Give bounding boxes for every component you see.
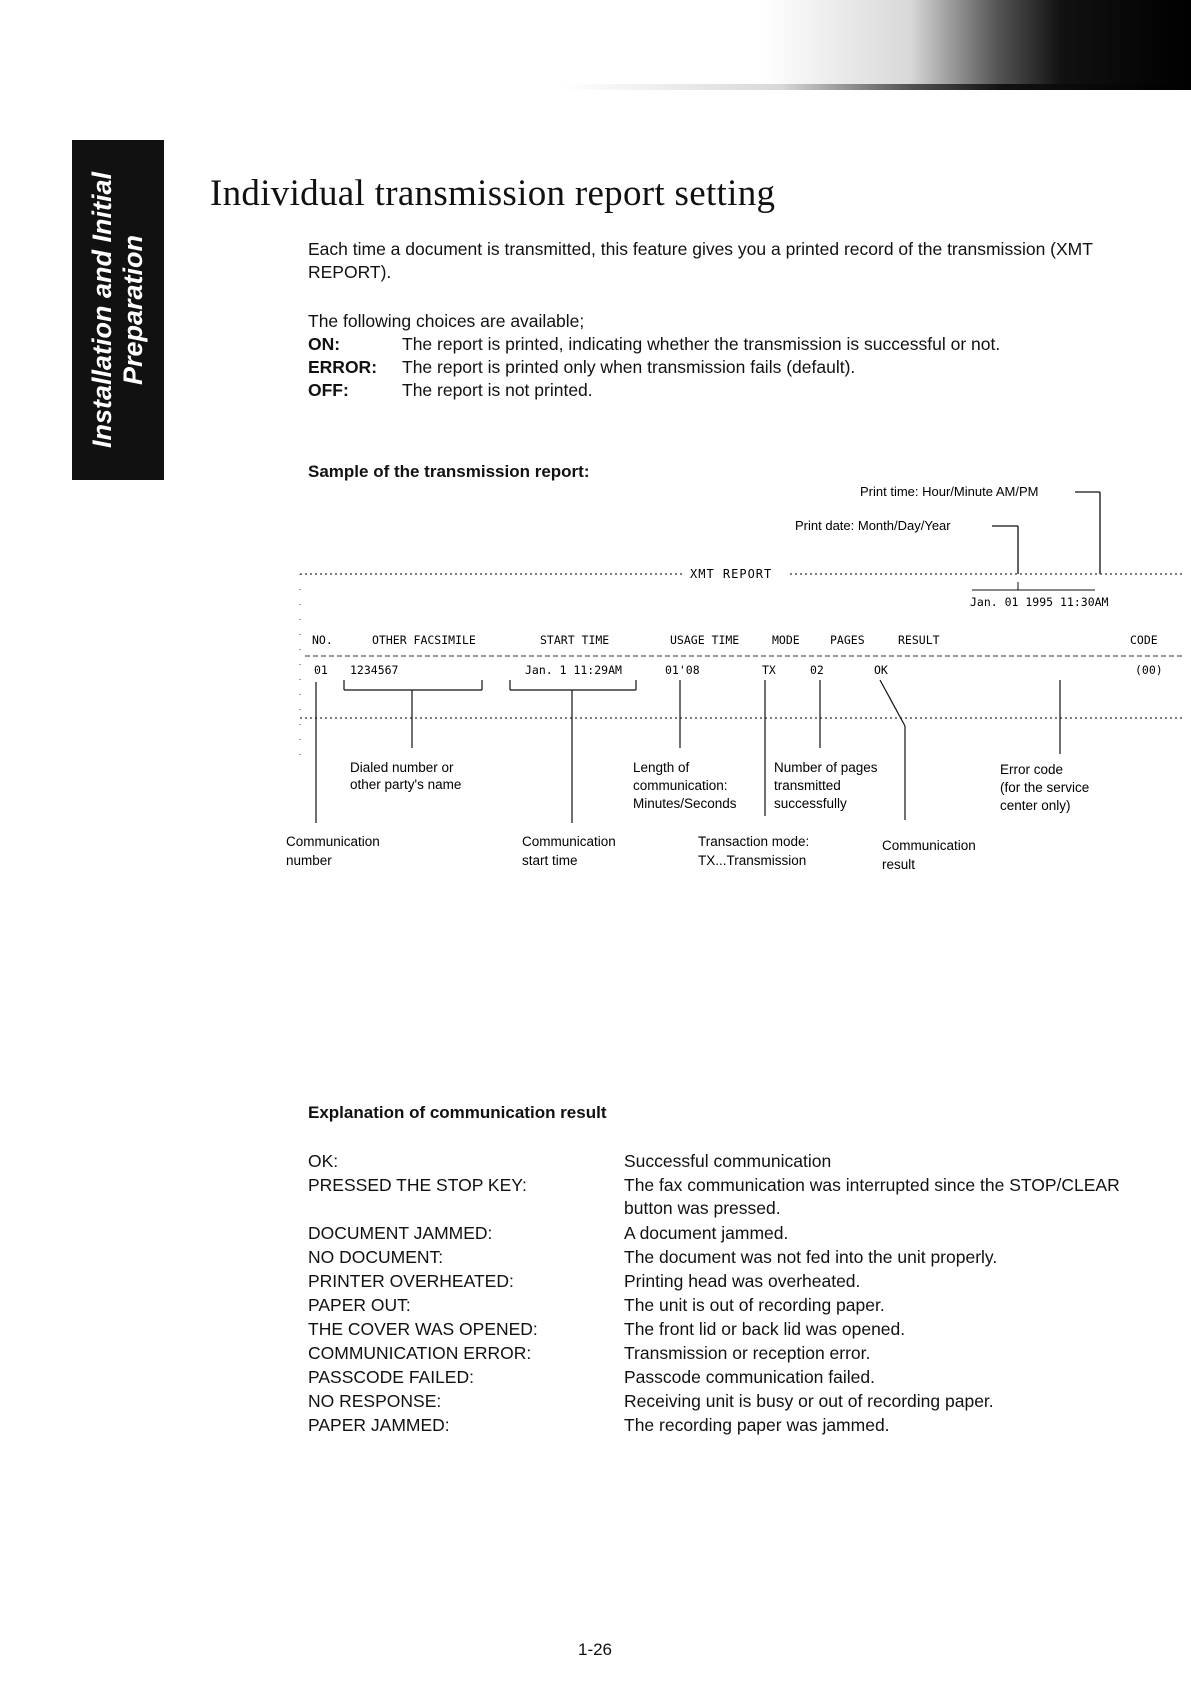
col-result: RESULT [898,633,940,647]
explanation-label: OK: [308,1151,339,1171]
print-date-note: Print date: Month/Day/Year [795,518,951,533]
callout-comm-number: Communication number [286,834,380,868]
row-result: OK [874,663,888,677]
explanation-label: PRESSED THE STOP KEY: [308,1175,527,1195]
row-usage-time: 01'08 [665,663,700,677]
choice-text: The report is printed only when transmission fails (default). [402,357,856,377]
callout-start-time: Communication start time [522,834,616,868]
callout-error-code: Error code (for the service center only) [1000,762,1090,813]
row-start-time: Jan. 1 11:29AM [525,663,622,677]
row-pages: 02 [810,663,824,677]
explanation-label: PAPER OUT: [308,1295,411,1315]
col-pages: PAGES [830,633,865,647]
explanation-desc: Passcode communication failed. [624,1367,875,1387]
explanation-desc: Successful communication [624,1151,832,1171]
explanation-desc: Printing head was overheated. [624,1271,861,1291]
explanation-desc: Receiving unit is busy or out of recording paper. [624,1391,994,1411]
choice-key: OFF: [308,380,349,400]
header-band-graphic [560,0,1191,92]
callout-comm-result: Communication result [882,838,976,872]
col-usage-time: USAGE TIME [670,633,740,647]
col-mode: MODE [772,633,800,647]
print-time-note: Print time: Hour/Minute AM/PM [860,484,1039,499]
side-tab-line-2: Preparation [118,234,148,386]
col-code: CODE [1130,633,1158,647]
explanation-label: NO DOCUMENT: [308,1247,444,1267]
choices-heading: The following choices are available; [308,311,585,331]
report-sample-diagram [286,478,1190,948]
sample-heading: Sample of the transmission report: [308,462,590,481]
col-start-time: START TIME [540,633,610,647]
explanation-desc: The fax communication was interrupted since the STOP/CLEAR button was pressed. [624,1175,1120,1218]
explanation-label: NO RESPONSE: [308,1391,442,1411]
choice-text: The report is printed, indicating whether the transmission is successful or not. [402,334,1001,354]
side-tab-line-1: Installation and Initial [87,171,117,449]
explanation-label: DOCUMENT JAMMED: [308,1223,493,1243]
intro-paragraph: Each time a document is transmitted, this feature gives you a printed record of the transmission (XMT REPORT). [308,239,1093,282]
explanation-label: COMMUNICATION ERROR: [308,1343,532,1363]
choice-text: The report is not printed. [402,380,593,400]
explanation-desc: The front lid or back lid was opened. [624,1319,906,1339]
row-facsimile: 1234567 [350,663,399,677]
explanation-desc: Transmission or reception error. [624,1343,871,1363]
row-no: 01 [314,663,328,677]
report-header-label: XMT REPORT [690,567,773,581]
explanation-label: PAPER JAMMED: [308,1415,450,1435]
callout-transaction-mode: Transaction mode: TX...Transmission [698,834,810,868]
explanation-desc: The recording paper was jammed. [624,1415,890,1435]
explanation-desc: A document jammed. [624,1223,789,1243]
report-datetime: Jan. 01 1995 11:30AM [970,595,1109,609]
explanation-label: THE COVER WAS OPENED: [308,1319,538,1339]
explanation-heading: Explanation of communication result [308,1103,607,1122]
callout-length: Length of communication: Minutes/Seconds [633,760,737,811]
col-other-facsimile: OTHER FACSIMILE [372,633,476,647]
explanation-desc: The document was not fed into the unit properly. [624,1247,998,1267]
col-no: NO. [312,633,333,647]
page-title: Individual transmission report setting [210,173,776,214]
callout-dialed: Dialed number or other party's name [350,760,462,792]
choice-on [308,333,1168,356]
explanation-desc: The unit is out of recording paper. [624,1295,885,1315]
section-side-tab [72,140,164,480]
explanation-label: PASSCODE FAILED: [308,1367,474,1387]
row-mode: TX [762,663,776,677]
choice-error [308,356,1168,379]
explanation-label: PRINTER OVERHEATED: [308,1271,514,1291]
choice-key: ON: [308,334,341,354]
row-code: (00) [1135,663,1163,677]
choice-key: ERROR: [308,357,378,377]
page-number: 1-26 [577,1640,613,1659]
choice-off [308,379,1168,402]
callout-pages: Number of pages transmitted successfully [774,760,878,811]
